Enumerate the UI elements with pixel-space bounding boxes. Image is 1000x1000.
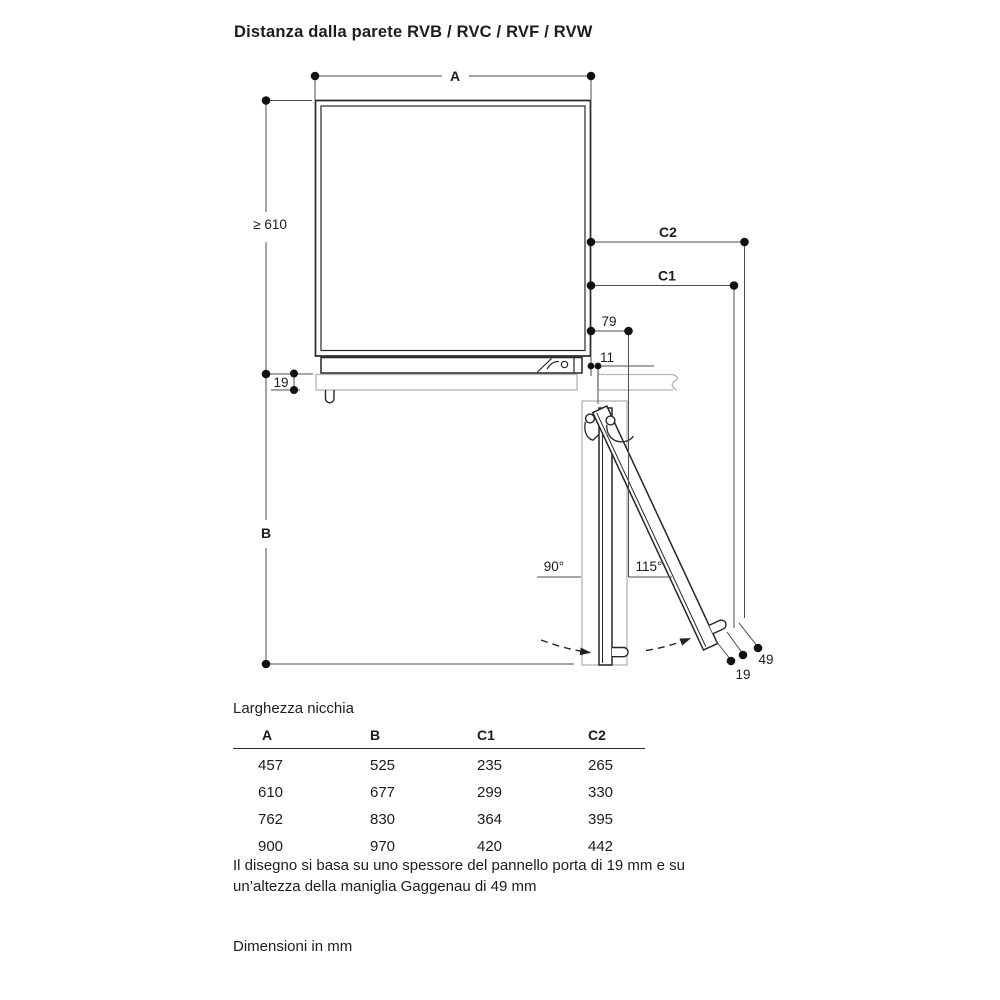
table-row <box>233 806 645 833</box>
table-cell: 610 <box>258 784 284 801</box>
dim-min-height-label: ≥ 610 <box>253 217 287 232</box>
door-handle-90 <box>612 648 628 657</box>
niche-width-table <box>233 699 645 860</box>
drawing-footnote: Il disegno si basa su uno spessore del pannello porta di 19 mm e su un’altezza della maniglia Gaggenau di 49 mm <box>233 857 685 895</box>
dim-c1-label: C1 <box>658 267 676 284</box>
table-cell: 457 <box>258 757 284 774</box>
page-title: Distanza dalla parete RVB / RVC / RVF / RVW <box>234 23 593 41</box>
units-note: Dimensioni in mm <box>233 938 353 955</box>
table-header-row <box>233 726 645 749</box>
table-cell: 442 <box>588 838 614 855</box>
table-cell: 420 <box>477 838 503 855</box>
appliance-cabinet <box>316 101 591 357</box>
table-cell: 330 <box>588 784 614 801</box>
angle-90-label: 90° <box>543 559 565 574</box>
dim-11-label: 11 <box>599 350 615 365</box>
table-row <box>233 752 645 779</box>
furniture-front-panels <box>316 375 678 391</box>
door-handle-closed <box>326 390 335 403</box>
table-cell: 677 <box>370 784 396 801</box>
door-open-115 <box>593 399 732 650</box>
col-header-b: B <box>370 727 381 743</box>
col-header-c2: C2 <box>588 727 606 743</box>
table-cell: 900 <box>258 838 284 855</box>
table-cell: 265 <box>588 757 614 774</box>
table-cell: 762 <box>258 811 284 828</box>
angle-115-label: 115° <box>635 559 663 574</box>
dim-79-label: 79 <box>601 314 617 329</box>
table-row <box>233 779 645 806</box>
table-cell: 395 <box>588 811 614 828</box>
table-cell: 525 <box>370 757 396 774</box>
table-cell: 235 <box>477 757 503 774</box>
table-title: Larghezza nicchia <box>233 700 354 717</box>
dim-c2-label: C2 <box>659 224 677 240</box>
table-cell: 364 <box>477 811 503 828</box>
col-header-c1: C1 <box>477 727 495 743</box>
table-cell: 970 <box>370 838 396 855</box>
col-header-a: A <box>262 727 273 743</box>
dim-a-label: A <box>449 68 461 84</box>
dim-b-label: B <box>260 525 272 541</box>
dim-handle-label: 49 <box>758 652 774 667</box>
table-cell: 299 <box>477 784 503 801</box>
closed-door-panel <box>321 358 582 403</box>
dim-panel-right-label: 19 <box>735 667 751 682</box>
dim-panel-left-label: 19 <box>273 375 289 390</box>
table-cell: 830 <box>370 811 396 828</box>
table-body <box>233 749 645 860</box>
